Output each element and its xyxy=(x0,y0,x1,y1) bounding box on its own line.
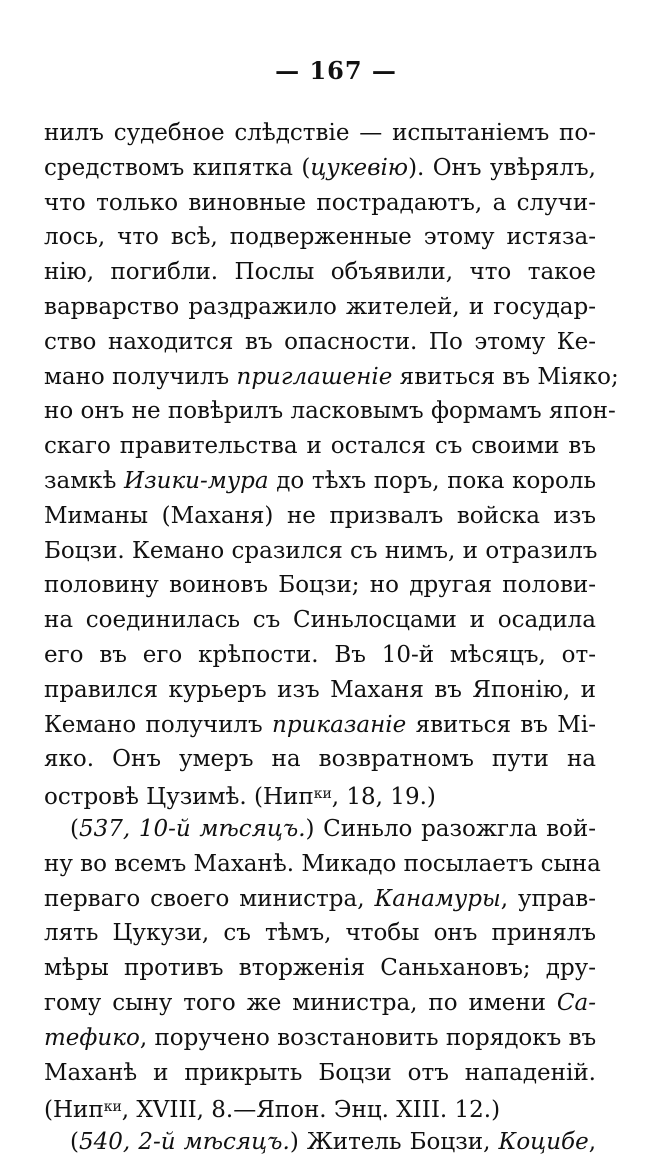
text-line xyxy=(44,882,596,917)
text-line xyxy=(44,603,596,638)
italic-term: приказаніе xyxy=(272,711,407,738)
text-segment: ( xyxy=(70,1129,79,1156)
text-segment: лось, что всѣ, подверженные этому истяза- xyxy=(44,224,596,251)
italic-term: приглашеніе xyxy=(236,363,393,390)
italic-term: Коцибе xyxy=(498,1129,589,1156)
text-line xyxy=(44,1090,596,1125)
text-line xyxy=(44,534,596,569)
text-segment: островѣ Цузимѣ. (Нип xyxy=(44,784,314,811)
text-line xyxy=(44,220,596,255)
text-segment: нилъ судебное слѣдствіе — испытаніемъ по- xyxy=(44,120,596,146)
text-segment: (Нип xyxy=(44,1097,104,1124)
text-line xyxy=(44,255,596,290)
text-segment: , поручено возстановить порядокъ въ xyxy=(139,1024,597,1051)
text-line xyxy=(44,673,596,708)
text-segment: средствомъ кипятка ( xyxy=(44,154,311,181)
italic-term: Канамуры xyxy=(374,885,501,912)
text-line xyxy=(44,742,596,777)
text-segment: но онъ не повѣрилъ ласковымъ формамъ япон- xyxy=(44,398,616,425)
text-segment: ( xyxy=(70,815,79,842)
text-segment: замкѣ xyxy=(44,467,125,494)
text-segment: мано получилъ xyxy=(44,363,237,390)
text-segment: правился курьеръ изъ Маханя въ Японію, и xyxy=(44,676,596,703)
superscript-abbrev: ки xyxy=(313,786,332,803)
text-segment: , 18, 19.) xyxy=(331,784,436,811)
text-segment: его въ его крѣпости. Въ 10-й мѣсяцъ, от- xyxy=(44,641,596,668)
italic-term: цукевію xyxy=(310,154,409,181)
text-segment: половину воиновъ Боцзи; но другая полови- xyxy=(44,572,596,599)
text-line xyxy=(44,568,596,603)
text-line xyxy=(44,777,596,812)
text-segment: явиться въ Мі- xyxy=(406,711,596,738)
text-line xyxy=(44,951,596,986)
italic-term: 540, 2-й мѣсяцъ. xyxy=(78,1129,290,1156)
text-segment: ) Житель Боцзи, xyxy=(289,1129,499,1156)
text-line xyxy=(44,325,596,360)
text-line xyxy=(44,464,596,499)
text-line xyxy=(44,394,616,429)
text-segment: мѣры противъ вторженія Саньхановъ; дру- xyxy=(44,955,596,982)
text-line xyxy=(44,847,601,882)
text-segment: , XVIII, 8.—Япон. Энц. XIII. 12.) xyxy=(121,1097,501,1124)
text-segment: , xyxy=(588,1129,596,1156)
text-segment: Маханѣ и прикрыть Боцзи отъ нападеній. xyxy=(44,1059,596,1086)
italic-term: 537, 10-й мѣсяцъ. xyxy=(78,815,306,842)
text-line xyxy=(44,151,596,186)
text-line xyxy=(44,986,596,1021)
text-segment: нію, погибли. Послы объявили, что такое xyxy=(44,259,596,286)
italic-term: Са- xyxy=(556,989,596,1016)
text-segment: ство находится въ опасности. По этому Ке- xyxy=(44,328,596,355)
text-segment: скаго правительства и остался съ своими въ xyxy=(44,433,596,460)
text-line xyxy=(44,1056,596,1091)
text-line xyxy=(44,1021,596,1056)
text-segment: до тѣхъ поръ, пока король xyxy=(268,467,597,494)
italic-term: Изики-мура xyxy=(124,467,269,494)
superscript-abbrev: ки xyxy=(103,1099,122,1116)
text-segment: Миманы (Маханя) не призвалъ войска изъ xyxy=(44,502,596,529)
text-segment: что только виновные пострадаютъ, а случи- xyxy=(44,189,596,216)
text-segment: Боцзи. Кемано сразился съ нимъ, и отразилъ xyxy=(44,537,598,564)
page-number: — 167 — xyxy=(275,56,397,85)
text-segment: , управ- xyxy=(500,885,597,912)
text-line xyxy=(44,708,596,743)
text-line xyxy=(44,916,596,951)
text-segment: ) Синьло разожгла вой- xyxy=(305,815,596,842)
text-line xyxy=(44,360,619,395)
text-segment: ну во всемъ Маханѣ. Микадо посылаетъ сына xyxy=(44,850,601,877)
text-line xyxy=(44,429,596,464)
text-segment: варварство раздражило жителей, и государ- xyxy=(44,293,596,320)
text-line xyxy=(44,186,596,221)
text-line xyxy=(44,290,596,325)
text-line xyxy=(44,1125,596,1160)
text-segment: Кемано получилъ xyxy=(44,711,273,738)
text-line xyxy=(44,116,596,151)
italic-term: тефико xyxy=(44,1024,140,1051)
text-segment: перваго своего министра, xyxy=(44,885,375,912)
text-segment: гому сыну того же министра, по имени xyxy=(44,989,557,1016)
text-segment: яко. Онъ умеръ на возвратномъ пути на xyxy=(44,746,596,773)
text-segment: явиться въ Міяко; xyxy=(392,363,619,390)
text-line xyxy=(44,638,596,673)
text-line xyxy=(44,812,596,847)
body-text xyxy=(44,116,619,1160)
text-segment: лять Цукузи, съ тѣмъ, чтобы онъ принялъ xyxy=(44,920,596,947)
text-segment: ). Онъ увѣрялъ, xyxy=(408,154,596,181)
text-line xyxy=(44,499,596,534)
text-segment: на соединилась съ Синьлосцами и осадила xyxy=(44,607,596,634)
